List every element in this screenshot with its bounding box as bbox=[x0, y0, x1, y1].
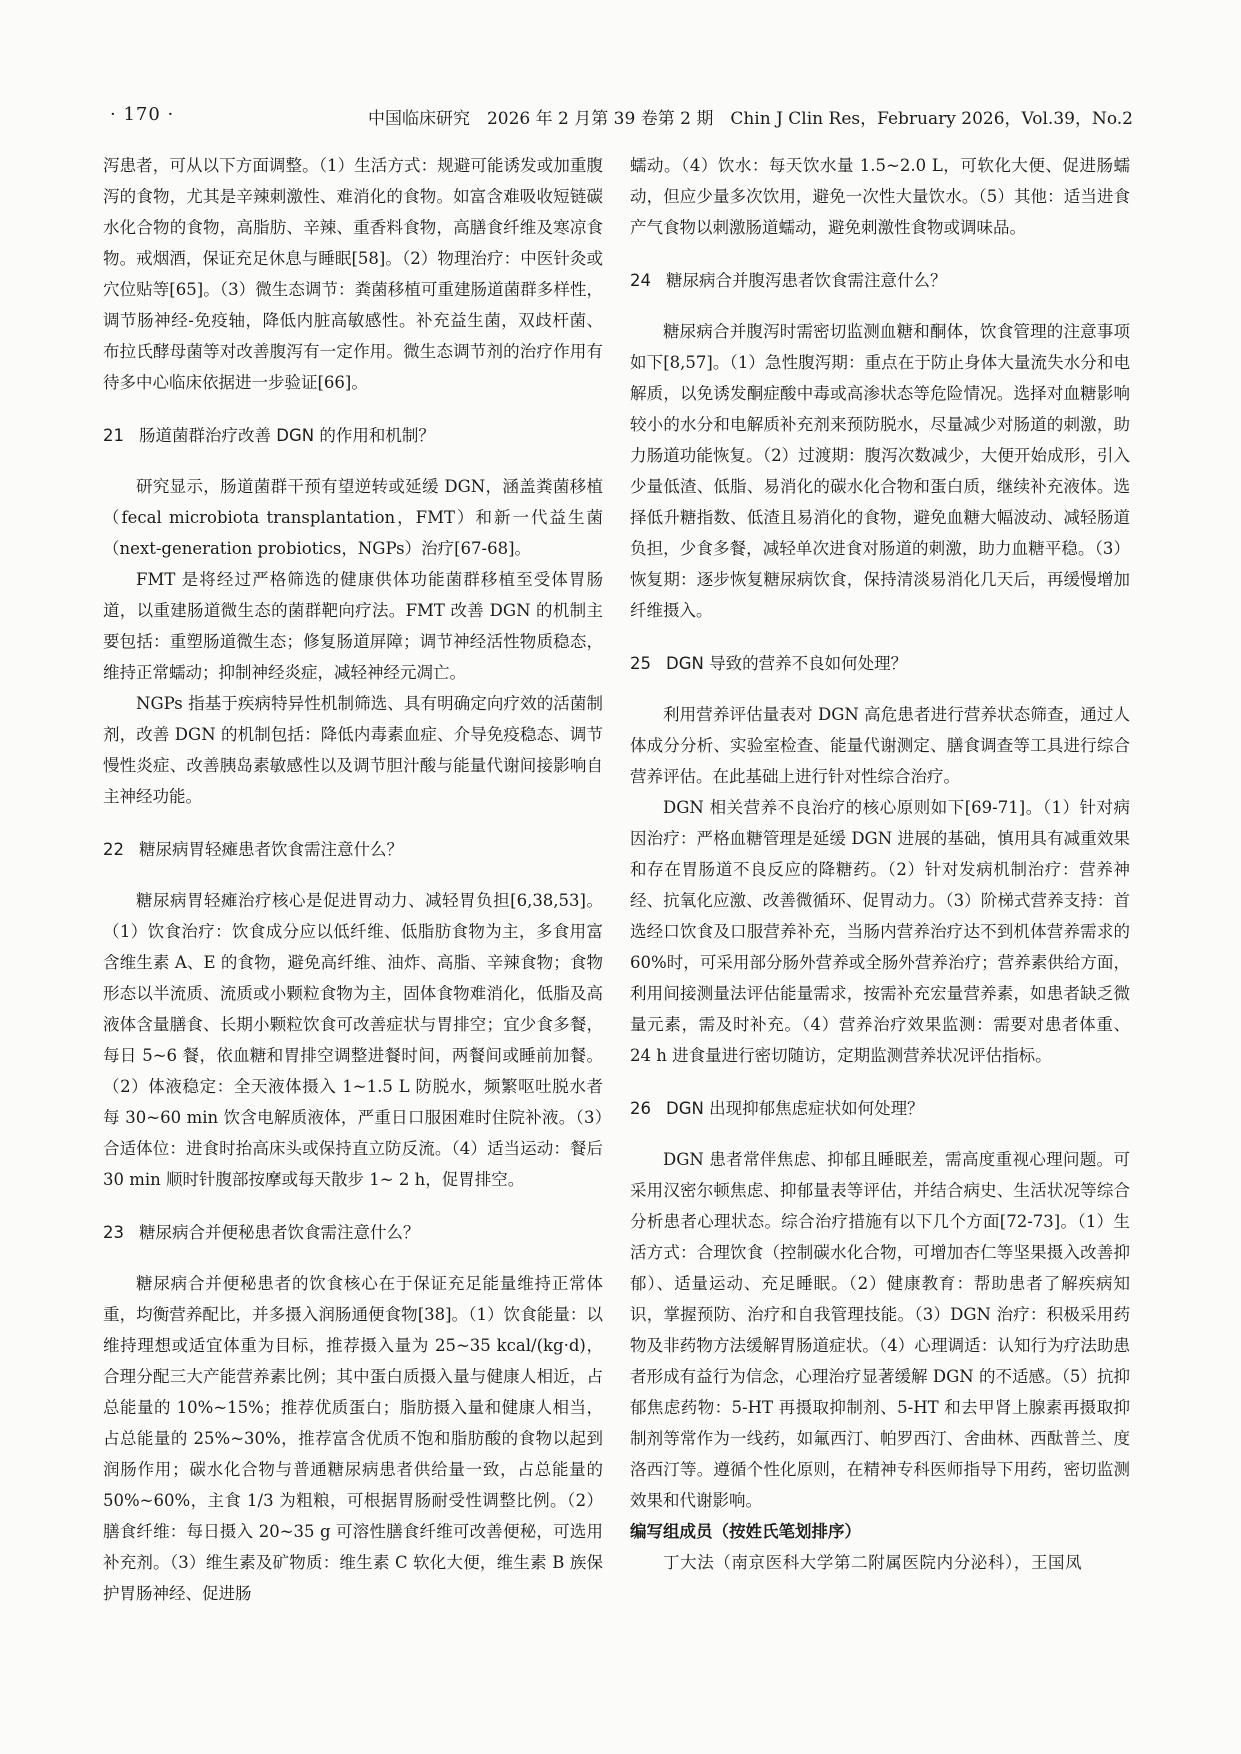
page-number: · 170 · bbox=[110, 104, 175, 125]
paragraph: DGN 患者常伴焦虑、抑郁且睡眠差，需高度重视心理问题。可采用汉密尔顿焦虑、抑郁量表等评估，并结合病史、生活状况等综合分析患者心理状态。综合治疗措施有以下几个方面[72-73]。（1）生活方式：合理饮食（控制碳水化合物，可增加杏仁等坚果摄入改善抑郁）、适量运动、充足睡眠。（2）健康教育：帮助患者了解疾病知识，掌握预防、治疗和自我管理技能。（3）DGN 治疗：积极采用药物及非药物方法缓解胃肠道症状。（4）心理调适：认知行为疗法助患者形成有益行为信念，心理治疗显著缓解 DGN 的不适感。（5）抗抑郁焦虑药物：5-HT 再摄取抑制剂、5-HT 和去甲肾上腺素再摄取抑制剂等常作为一线药，如氟西汀、帕罗西汀、舍曲林、西酞普兰、度洛西汀等。遵循个性化原则，在精神专科医师指导下用药，密切监测效果和代谢影响。 bbox=[630, 1150, 1130, 1510]
paragraph: 糖尿病合并腹泻时需密切监测血糖和酮体，饮食管理的注意事项如下[8,57]。（1）急性腹泻期：重点在于防止身体大量流失水分和电解质，以免诱发酮症酸中毒或高渗状态等危险情况。选择对血糖影响较小的水分和电解质补充剂来预防脱水，尽量减少对肠道的刺激，助力肠道功能恢复。（2）过渡期：腹泻次数减少，大便开始成形，引入少量低渣、低脂、易消化的碳水化合物和蛋白质，继续补充液体。选择低升糖指数、低渣且易消化的食物，避免血糖大幅波动、减轻肠道负担，少食多餐，减轻单次进食对肠道的刺激，助力血糖平稳。（3）恢复期：逐步恢复糖尿病饮食，保持清淡易消化几天后，再缓慢增加纤维摄入。 bbox=[630, 322, 1130, 620]
journal-citation: 中国临床研究 2026 年 2 月第 39 卷第 2 期 Chin J Clin Res，February 2026，Vol.39，No.2 bbox=[367, 109, 1133, 129]
paragraph: 利用营养评估量表对 DGN 高危患者进行营养状态筛查，通过人体成分分析、实验室检查、能量代谢测定、膳食调查等工具进行综合营养评估。在此基础上进行针对性综合治疗。 bbox=[630, 705, 1130, 786]
paragraph: 糖尿病合并便秘患者的饮食核心在于保证充足能量维持正常体重，均衡营养配比，并多摄入润肠通便食物[38]。（1）饮食能量：以维持理想或适宜体重为目标，推荐摄入量为 25~35 kcal/(kg·d)，合理分配三大产能营养素比例；其中蛋白质摄入量与健康人相近，占总能量的 10%~15%；推荐优质蛋白；脂肪摄入量和健康人相当，占总能量的 25%~30%，推荐富含优质不饱和脂肪酸的食物以起到润肠作用；碳水化合物与普通糖尿病患者供给量一致，占总能量的 50%~60%，主食 1/3 为粗粮，可根据胃肠耐受性调整比例。（2）膳食纤维：每日摄入 20~35 g 可溶性膳食纤维可改善便秘，可选用补充剂。（3）维生素及矿物质：维生素 C 软化大便，维生素 B 族保护胃肠神经、促进肠 bbox=[103, 1274, 603, 1603]
section-heading-25 bbox=[630, 648, 1130, 679]
section-title: 糖尿病合并腹泻患者饮食需注意什么？ bbox=[666, 271, 947, 290]
section-title: 糖尿病合并便秘患者饮食需注意什么？ bbox=[139, 1223, 420, 1242]
authors-heading: 编写组成员（按姓氏笔划排序） bbox=[630, 1522, 861, 1541]
section-heading-22 bbox=[103, 834, 603, 865]
paragraph: NGPs 指基于疾病特异性机制筛选、具有明确定向疗效的活菌制剂，改善 DGN 的机制包括：降低内毒素血症、介导免疫稳态、调节慢性炎症、改善胰岛素敏感性以及调节胆汁酸与能量代谢间接影响自主神经功能。 bbox=[103, 694, 603, 806]
paragraph: 糖尿病胃轻瘫治疗核心是促进胃动力、减轻胃负担[6,38,53]。（1）饮食治疗：饮食成分应以低纤维、低脂肪食物为主，多食用富含维生素 A、E 的食物，避免高纤维、油炸、高脂、辛辣食物；食物形态以半流质、流质或小颗粒食物为主，固体食物难消化，低脂及高液体含量膳食、长期小颗粒饮食可改善症状与胃排空；宜少食多餐，每日 5~6 餐，依血糖和胃排空调整进餐时间，两餐间或睡前加餐。（2）体液稳定：全天液体摄入 1~1.5 L 防脱水，频繁呕吐脱水者每 30~60 min 饮含电解质液体，严重日口服困难时住院补液。（3）合适体位：进食时抬高床头或保持直立防反流。（4）适当运动：餐后 30 min 顺时针腹部按摩或每天散步 1~ 2 h，促胃排空。 bbox=[103, 891, 603, 1189]
paragraph: 蠕动。（4）饮水：每天饮水量 1.5~2.0 L，可软化大便、促进肠蠕动，但应少量多次饮用，避免一次性大量饮水。（5）其他：适当进食产气食物以刺激肠道蠕动，避免刺激性食物或调味品。 bbox=[630, 156, 1130, 237]
running-header bbox=[96, 104, 1133, 134]
authors-list: 丁大法（南京医科大学第二附属医院内分泌科），王国凤 bbox=[663, 1553, 1083, 1572]
section-heading-23 bbox=[103, 1217, 603, 1248]
section-heading-21 bbox=[103, 420, 603, 451]
section-number: 24 bbox=[630, 271, 651, 290]
paragraph: 泻患者，可从以下方面调整。（1）生活方式：规避可能诱发或加重腹泻的食物，尤其是辛辣刺激性、难消化的食物。如富含难吸收短链碳水化合物的食物，高脂肪、辛辣、重香料食物，高膳食纤维及寒凉食物。戒烟酒，保证充足休息与睡眠[58]。（2）物理治疗：中医针灸或穴位贴等[65]。（3）微生态调节：粪菌移植可重建肠道菌群多样性，调节肠神经-免疫轴，降低内脏高敏感性。补充益生菌，双歧杆菌、布拉氏酵母菌等对改善腹泻有一定作用。微生态调节剂的治疗作用有待多中心临床依据进一步验证[66]。 bbox=[103, 156, 603, 392]
section-heading-26 bbox=[630, 1093, 1130, 1124]
section-title: 糖尿病胃轻瘫患者饮食需注意什么？ bbox=[139, 840, 403, 859]
paragraph: 研究显示，肠道菌群干预有望逆转或延缓 DGN，涵盖粪菌移植（fecal microbiota transplantation，FMT）和新一代益生菌（next-generation probiotics，NGPs）治疗[67-68]。 bbox=[103, 477, 603, 558]
section-number: 22 bbox=[103, 840, 124, 859]
section-number: 25 bbox=[630, 654, 651, 673]
section-number: 26 bbox=[630, 1099, 651, 1118]
section-number: 21 bbox=[103, 426, 124, 445]
section-number: 23 bbox=[103, 1223, 124, 1242]
section-title: 肠道菌群治疗改善 DGN 的作用和机制？ bbox=[139, 426, 435, 445]
paragraph: FMT 是将经过严格筛选的健康供体功能菌群移植至受体胃肠道，以重建肠道微生态的菌群靶向疗法。FMT 改善 DGN 的机制主要包括：重塑肠道微生态；修复肠道屏障；调节神经活性物质稳态，维持正常蠕动；抑制神经炎症，减轻神经元凋亡。 bbox=[103, 570, 603, 682]
section-heading-24 bbox=[630, 265, 1130, 296]
section-title: DGN 出现抑郁焦虑症状如何处理？ bbox=[666, 1099, 924, 1118]
right-column bbox=[630, 150, 1130, 1578]
paragraph: DGN 相关营养不良治疗的核心原则如下[69-71]。（1）针对病因治疗：严格血糖管理是延缓 DGN 进展的基础，慎用具有减重效果和存在胃肠道不良反应的降糖药。（2）针对发病机制治疗：营养神经、抗氧化应激、改善微循环、促胃动力。（3）阶梯式营养支持：首选经口饮食及口服营养补充，当肠内营养治疗达不到机体营养需求的 60%时，可采用部分肠外营养或全肠外营养治疗；营养素供给方面，利用间接测量法评估能量需求，按需补充宏量营养素，如患者缺乏微量元素，需及时补充。（4）营养治疗效果监测：需要对患者体重、24 h 进食量进行密切随访，定期监测营养状况评估指标。 bbox=[630, 798, 1130, 1065]
left-column bbox=[103, 150, 603, 1609]
section-title: DGN 导致的营养不良如何处理？ bbox=[666, 654, 908, 673]
